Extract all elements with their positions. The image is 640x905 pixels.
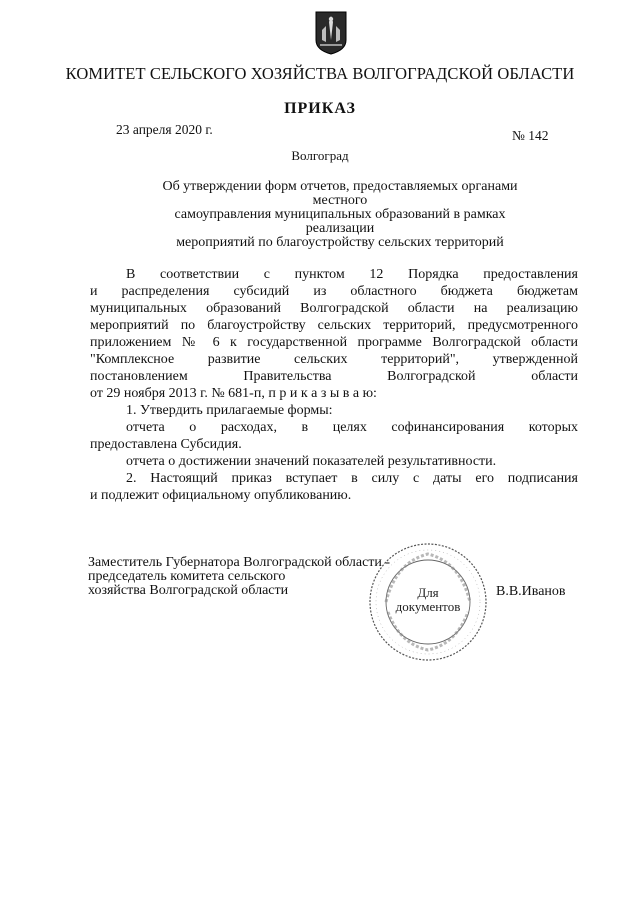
- coat-of-arms-emblem: [314, 10, 348, 56]
- stamp-line: документов: [395, 599, 461, 614]
- subject-line: Об утверждении форм отчетов, предоставляемых органами местного: [162, 179, 518, 208]
- subject-line: мероприятий по благоустройству сельских территорий: [176, 235, 504, 250]
- stamp-line: Для: [417, 585, 439, 600]
- document-type-title: ПРИКАЗ: [284, 100, 356, 117]
- body-line: муниципальных образований Волгоградской области на реализацию: [90, 301, 578, 316]
- order-number: № 142: [512, 128, 549, 143]
- signatory-name: В.В.Иванов: [496, 584, 566, 599]
- committee-name: КОМИТЕТ СЕЛЬСКОГО ХОЗЯЙСТВА ВОЛГОГРАДСКОЙ ОБЛАСТИ: [65, 64, 575, 83]
- position-line: председатель комитета сельского: [88, 569, 286, 584]
- body-line: постановлением Правительства Волгоградской области: [90, 369, 578, 384]
- item-1a-cont: предоставлена Субсидия.: [90, 437, 242, 452]
- stamp-text: [386, 586, 470, 614]
- body-line: мероприятий по благоустройству сельских территорий, предусмотренного: [90, 318, 578, 333]
- body-line: от 29 ноября 2013 г. № 681-п, п р и к а з ы в а ю:: [90, 386, 377, 401]
- order-subject: [150, 180, 530, 250]
- subject-line: самоуправления муниципальных образований в рамках реализации: [174, 207, 506, 236]
- body-line: приложением № 6 к государственной программе Волгоградской области: [90, 335, 578, 350]
- city-name: Волгоград: [291, 148, 349, 163]
- body-line: "Комплексное развитие сельских территорий", утвержденной: [90, 352, 578, 367]
- order-date: 23 апреля 2020 г.: [116, 122, 213, 137]
- position-line: Заместитель Губернатора Волгоградской области -: [88, 555, 391, 570]
- body-line: В соответствии с пунктом 12 Порядка предоставления: [126, 267, 578, 282]
- item-2-cont: и подлежит официальному опубликованию.: [90, 488, 352, 503]
- item-1: 1. Утвердить прилагаемые формы:: [126, 403, 333, 418]
- item-1b: отчета о достижении значений показателей результативности.: [126, 454, 497, 469]
- order-body: [90, 266, 578, 504]
- item-2: 2. Настоящий приказ вступает в силу с даты его подписания: [126, 471, 578, 486]
- body-line: и распределения субсидий из областного бюджета бюджетам: [90, 284, 578, 299]
- position-line: хозяйства Волгоградской области: [88, 583, 289, 598]
- item-1a: отчета о расходах, в целях софинансирования которых: [126, 420, 578, 435]
